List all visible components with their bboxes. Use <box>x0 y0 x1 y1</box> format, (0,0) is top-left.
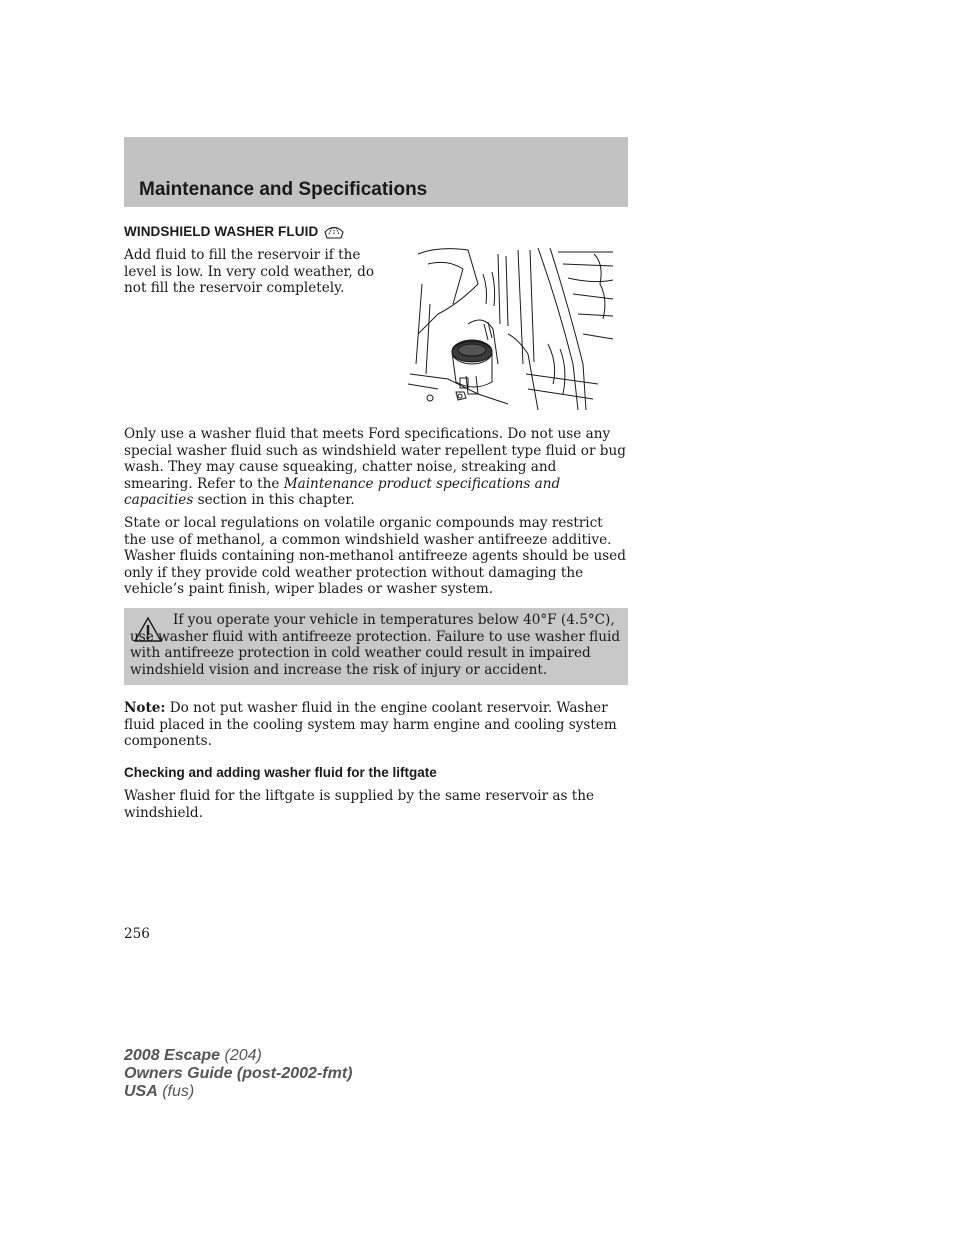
footer-model-code: (204) <box>220 1047 262 1064</box>
document-footer <box>124 1047 352 1101</box>
warning-box <box>124 608 628 685</box>
liftgate-paragraph: Washer fluid for the liftgate is supplied by the same reservoir as the windshield. <box>124 788 595 821</box>
note-label: Note: <box>124 700 166 716</box>
footer-line-3 <box>124 1083 352 1101</box>
page-number: 256 <box>124 926 150 942</box>
section-heading <box>124 222 345 240</box>
para1-reference: Maintenance product specifications and capacities <box>124 475 561 509</box>
note-paragraph <box>124 700 628 750</box>
liftgate-subheading: Checking and adding washer fluid for the liftgate <box>124 765 437 780</box>
footer-guide: Owners Guide (post-2002-fmt) <box>124 1065 353 1082</box>
footer-model: 2008 Escape <box>124 1047 221 1064</box>
washer-fluid-icon <box>323 222 345 240</box>
footer-market: USA <box>124 1083 158 1100</box>
footer-market-code: (fus) <box>157 1083 195 1100</box>
chapter-title: Maintenance and Specifications <box>139 179 428 200</box>
intro-paragraph: Add fluid to fill the reservoir if the level is low. In very cold weather, do not fill the reservoir completely. <box>124 247 375 297</box>
para1-text-before: Only use a washer fluid that meets Ford specifications. Do not use any special washer fluid such as windshield water repellent type fluid or bug wash. They may cause squeaking, chatter noise, streaking and smearing. Refer to the <box>124 426 626 492</box>
para1-text-after: section in this chapter. <box>193 492 355 509</box>
footer-line-1 <box>124 1047 352 1065</box>
section-heading-text: WINDSHIELD WASHER FLUID <box>124 223 319 239</box>
washer-fluid-spec-paragraph <box>124 426 628 509</box>
chapter-header-band <box>124 137 628 207</box>
warning-text: If you operate your vehicle in temperatures below 40°F (4.5°C), use washer fluid with antifreeze protection. Failure to use washer fluid with antifreeze protection in cold weather could result in impaired windshield vision and increase the risk of injury or accident. <box>130 612 621 678</box>
note-text: Do not put washer fluid in the engine coolant reservoir. Washer fluid placed in the cooling system may harm engine and cooling system components. <box>124 700 617 750</box>
footer-line-2 <box>124 1065 352 1083</box>
washer-reservoir-illustration <box>408 244 614 410</box>
regulations-paragraph: State or local regulations on volatile organic compounds may restrict the use of methanol, a common windshield washer antifreeze additive. Washer fluids containing non-methanol antifreeze agents should be used only if they provide cold weather protection without damaging the vehicle’s paint finish, wiper blades or washer system. <box>124 515 626 598</box>
